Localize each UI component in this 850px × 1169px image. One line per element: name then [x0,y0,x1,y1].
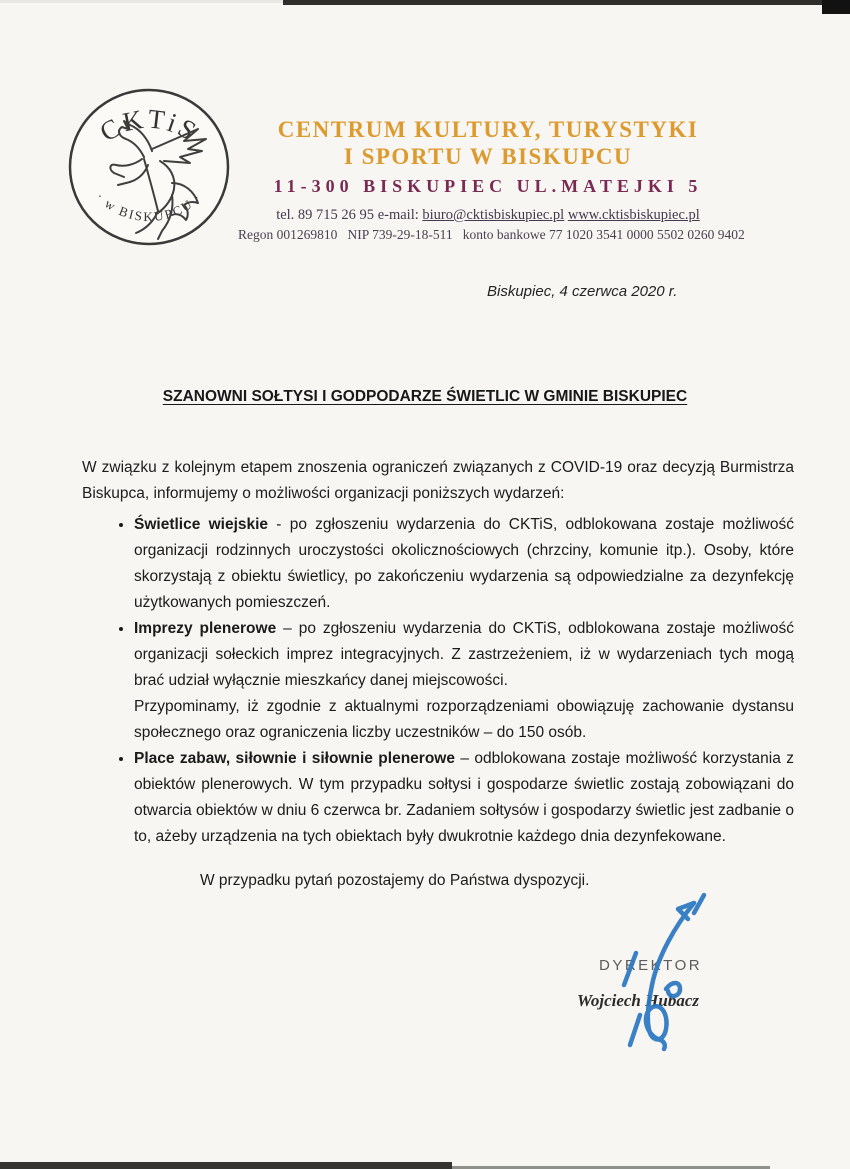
list-item: • Place zabaw, siłownie i siłownie plenerowe – odblokowana zostaje możliwość korzystania z obiektów plenerowych. W tym przypadku sołtysi i gospodarze świetlic zostają zobowiązani do otwarcia obiektów w dniu 6 czerwca br. Zadaniem sołtysów i gospodarzy świetlic jest zadbanie o to, ażeby urządzenia na tych obiektach były dwukrotnie każdego dnia dezynfekowane. [134,746,794,850]
scan-edge-artifact [0,0,283,3]
org-ids-line [238,227,745,243]
letter-date: Biskupiec, 4 czerwca 2020 r. [487,283,678,300]
logo-bottom-text: · w BISKUPCU · [93,189,205,225]
cktis-logo [64,85,234,249]
handwritten-signature [606,893,716,1053]
bank-account: konto bankowe 77 1020 3541 0000 5502 0260 9402 [462,227,745,242]
org-contact-line [238,207,738,224]
signer-name: Wojciech Hubacz [577,991,699,1010]
letter-heading: SZANOWNI SOŁTYSI I GODPODARZE ŚWIETLIC W GMINIE BISKUPIEC [162,388,688,405]
pegasus-logo-icon [64,85,234,249]
bullet-list [100,512,794,850]
org-name-line2: I SPORTU W BISKUPCU [343,144,633,169]
scan-edge-artifact [283,0,850,5]
letterhead [238,116,745,243]
org-address: 11-300 BISKUPIEC UL.MATEJKI 5 [273,176,703,196]
scan-edge-artifact [822,0,850,14]
closing-line: W przypadku pytań pozostajemy do Państwa dyspozycji. [200,872,590,889]
list-item: • Świetlice wiejskie - po zgłoszeniu wydarzenia do CKTiS, odblokowana zostaje możliwość organizacji rodzinnych uroczystości okolicznościowych (chrzciny, komunie itp.). Osoby, które skorzystają z obiektu świetlicy, po zakończeniu wydarzenia są odpowiedzialne za dezynfekcję użytkowanych pomieszczeń. [134,512,794,616]
intro-paragraph: W związku z kolejnym etapem znoszenia ograniczeń związanych z COVID-19 oraz decyzją Burmistrza Biskupca, informujemy o możliwości organizacji poniższych wydarzeń: [82,459,794,502]
email-label: e-mail: [377,207,419,223]
logo-top-text: CKTiS [94,103,204,148]
nip-number: NIP 739-29-18-511 [347,227,453,242]
scan-edge-artifact [0,1162,452,1169]
signer-title: DYREKTOR [599,957,703,974]
phone-number: tel. 89 715 26 95 [276,207,375,223]
list-item: • Imprezy plenerowe – po zgłoszeniu wydarzenia do CKTiS, odblokowana zostaje możliwość organizacji sołeckich imprez integracyjnych. Z zastrzeżeniem, iż w wydarzeniach tych mogą brać udział wyłącznie mieszkańcy danej miejscowości. Przypominamy, iż zgodnie z aktualnymi rozporządzeniami obowiązuję zachowanie dystansu społecznego oraz ograniczenia liczby uczestników – do 150 osób. [134,616,794,746]
website-url: www.cktisbiskupiec.pl [567,207,700,223]
email-address: biuro@cktisbiskupiec.pl [422,207,565,223]
regon-number: Regon 001269810 [238,227,338,242]
org-name-line1: CENTRUM KULTURY, TURYSTYKI [277,117,699,142]
